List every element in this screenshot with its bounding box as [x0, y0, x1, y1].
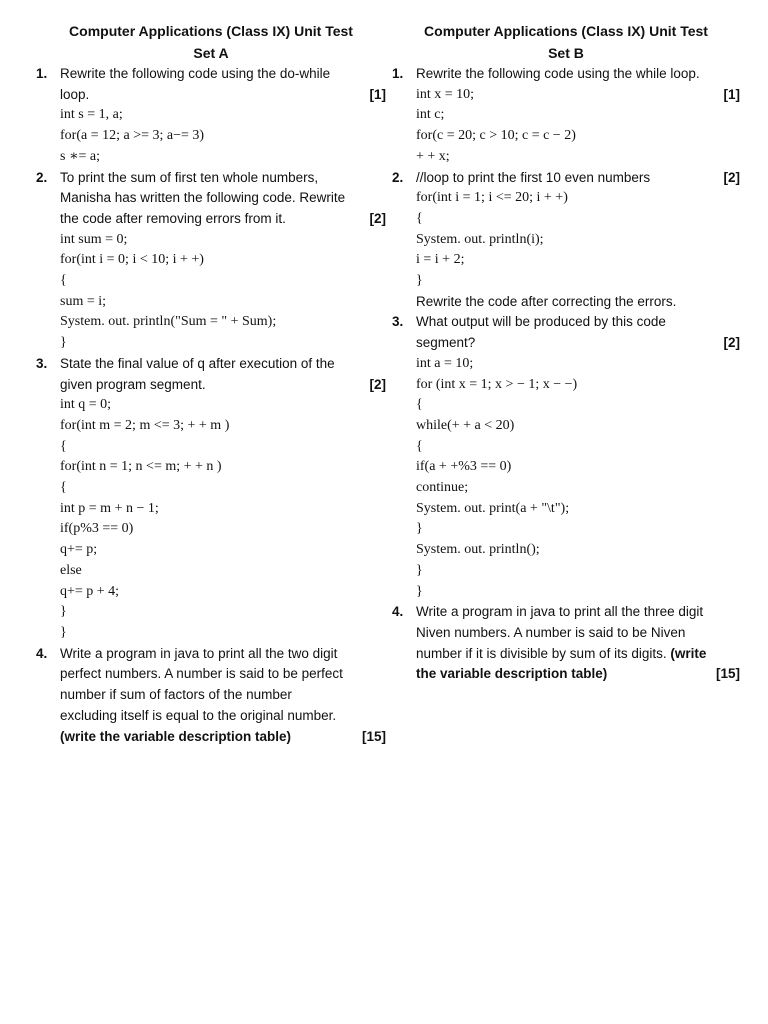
set-a-label: Set A: [193, 45, 229, 61]
code-line: int x = 10;: [416, 86, 475, 102]
code-line: int q = 0;: [60, 397, 112, 413]
code-line: {: [416, 210, 423, 226]
code-line: int s = 1, a;: [60, 107, 123, 123]
set-b-question-3: [392, 312, 740, 602]
code-line: int p = m + n − 1;: [60, 500, 159, 516]
code-line: i = i + 2;: [416, 252, 465, 268]
code-line: while(+ + a < 20): [416, 417, 515, 433]
code-line: sum = i;: [60, 293, 107, 309]
question-text: the variable description table): [416, 666, 608, 682]
question-text: Manisha has written the following code. Rewrite: [60, 190, 346, 206]
code-line: }: [416, 562, 423, 578]
code-line: }: [60, 335, 67, 351]
question-text: excluding itself is equal to the original number.: [60, 707, 337, 723]
code-line: int sum = 0;: [60, 231, 128, 247]
code-line: System. out. println("Sum = " + Sum);: [60, 314, 277, 330]
code-line: int a = 10;: [416, 355, 474, 371]
code-line: for(c = 20; c > 10; c = c − 2): [416, 128, 576, 144]
set-a-question-4: [36, 644, 386, 748]
question-number: 4.: [392, 604, 404, 620]
question-number: 1.: [36, 66, 48, 81]
question-number: 3.: [36, 355, 48, 371]
code-line: }: [416, 583, 423, 599]
question-text: Rewrite the code after correcting the errors.: [416, 293, 677, 309]
code-line: continue;: [416, 480, 469, 496]
question-text: What output will be produced by this code: [416, 314, 666, 330]
code-line: else: [60, 562, 82, 578]
question-text: Rewrite the following code using the do-while: [60, 66, 331, 81]
code-line: {: [60, 480, 67, 496]
code-line: System. out. print(a + "\t");: [416, 500, 570, 516]
code-line: for (int x = 1; x > − 1; x − −): [416, 376, 578, 392]
set-b-question-2: [392, 168, 740, 313]
question-number: 2.: [392, 169, 404, 185]
set-a-title: Computer Applications (Class IX) Unit Test: [69, 23, 353, 39]
set-b-question-1: [392, 64, 740, 168]
question-text: number if sum of factors of the number: [60, 687, 292, 703]
code-line: q+= p;: [60, 542, 98, 558]
question-text: //loop to print the first 10 even numbers: [416, 169, 651, 185]
code-line: System. out. println();: [416, 542, 540, 558]
code-line: }: [416, 521, 423, 537]
question-text: State the final value of q after execution of the: [60, 355, 335, 371]
set-a-question-2: [36, 168, 386, 354]
code-line: for(int i = 1; i <= 20; i + +): [416, 190, 568, 206]
question-text: Niven numbers. A number is said to be Niven: [416, 624, 686, 640]
code-line: int c;: [416, 107, 445, 123]
code-line: {: [416, 397, 423, 413]
question-text: (write the variable description table): [60, 728, 292, 744]
question-number: 1.: [392, 66, 404, 81]
code-line: }: [60, 624, 67, 640]
marks: [2]: [369, 210, 386, 226]
question-text: Rewrite the following code using the while loop.: [416, 66, 700, 81]
question-text: perfect numbers. A number is said to be perfect: [60, 666, 343, 682]
set-a-question-3: [36, 354, 386, 644]
code-line: for(int m = 2; m <= 3; + + m ): [60, 417, 230, 433]
question-text: number if it is divisible by sum of its digits.: [416, 645, 667, 661]
code-line: {: [60, 438, 67, 454]
code-line: q+= p + 4;: [60, 583, 120, 599]
question-text: (write: [670, 645, 707, 661]
code-line: if(a + +%3 == 0): [416, 459, 512, 475]
code-line: for(int i = 0; i < 10; i + +): [60, 252, 204, 268]
question-text: To print the sum of first ten whole numbers,: [60, 169, 319, 185]
marks: [2]: [369, 376, 386, 392]
marks: [1]: [723, 86, 740, 102]
code-line: for(int n = 1; n <= m; + + n ): [60, 459, 222, 475]
question-text: segment?: [416, 335, 476, 351]
question-text: given program segment.: [60, 376, 206, 392]
code-line: }: [416, 273, 423, 289]
question-number: 2.: [36, 169, 48, 185]
question-text: the code after removing errors from it.: [60, 210, 286, 226]
set-a-question-1: [36, 64, 386, 168]
marks: [2]: [723, 335, 740, 351]
set-b-column: [392, 20, 740, 685]
code-line: for(a = 12; a >= 3; a−= 3): [60, 128, 205, 144]
marks: [2]: [723, 169, 740, 185]
marks: [15]: [715, 666, 740, 682]
code-line: {: [60, 273, 67, 289]
question-text: Write a program in java to print all the three digit: [416, 604, 704, 620]
question-text: loop.: [60, 86, 90, 102]
set-a-column: [36, 20, 386, 747]
set-b-title: Computer Applications (Class IX) Unit Test: [424, 23, 708, 39]
marks: [1]: [369, 86, 386, 102]
question-number: 4.: [36, 645, 48, 661]
set-b-label: Set B: [548, 45, 584, 61]
question-number: 3.: [392, 314, 404, 330]
code-line: {: [416, 438, 423, 454]
code-line: }: [60, 604, 67, 620]
set-b-question-4: [392, 602, 740, 685]
code-line: System. out. println(i);: [416, 231, 544, 247]
marks: [15]: [361, 728, 386, 744]
code-line: + + x;: [416, 148, 450, 164]
code-line: if(p%3 == 0): [60, 521, 134, 537]
code-line: s ∗= a;: [60, 148, 100, 164]
question-text: Write a program in java to print all the two digit: [60, 645, 338, 661]
